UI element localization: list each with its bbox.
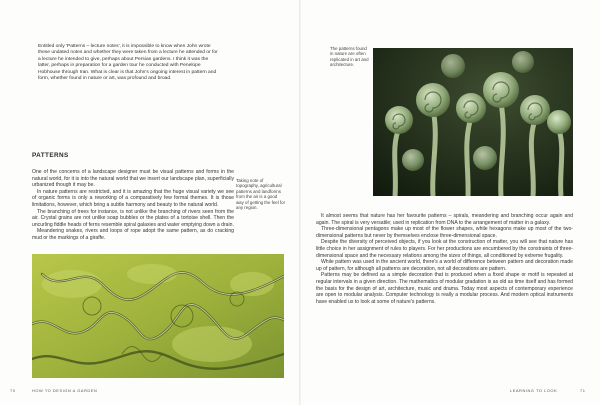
paragraph: The branching of trees for instance, is not unlike the branching of rivers seen from the air. Crystal grains are not unlike soap bubbles or the plates of a tortoise shell. Then the uncurling fiddle heads of ferns resemble spiral galaxies and water emptying down a drain. <box>32 208 234 228</box>
intro-text: Entitled only 'Patterns – lecture notes', it is impossible to know when John wrote these undated notes and whether they were taken from a lecture he attended or for a lecture he intended to give, perhaps about Persian gardens. I think it was the latter, perhaps in preparation for a garden tour he conducted with Penelope Hobhouse through Iran. What is clear is that John's ongoing interest in pattern and form, whether found in nature or art, was profound and broad. <box>38 44 218 82</box>
paragraph: While pattern was used in the ancient world, there's a world of difference between pattern and decoration made up of pattern, for although all patterns are decoration, not all decorations are pattern. <box>316 259 573 272</box>
left-folio: 70 <box>10 388 16 393</box>
right-body-text <box>316 213 573 305</box>
section-heading: PATTERNS <box>32 152 69 159</box>
paragraph: Patterns may be defined as a simple decoration that is produced when a fixed shape or motif is repeated at regular intervals in a given direction. The mathematics of modular gradation is as old as time itself and has formed the basis for the design of art, architecture, music and drama. Today most aspects of contemporary experience are open to modular analysis. Computer technology is really a modular process. And modern optical instruments have enabled us to look at some of nature's patterns. <box>316 272 573 305</box>
left-running-head: HOW TO DESIGN A GARDEN <box>32 388 98 393</box>
paragraph: Despite the diversity of perceived objects, if you look at the construction of matter, you will see that nature has little choice in her assignment of rules to players. For her productions are encumbered by the constraints of three-dimensional space and the necessary relations among the sizes of things, all conditioned by extreme frugality. <box>316 239 573 259</box>
paragraph: In nature patterns are restricted, and it is amazing that the huge visual variety we see of organic forms is only a reworking of a comparatively few formal themes. It is those limitations, however, which bring a subtle harmony and beauty to the natural world. <box>32 188 234 208</box>
left-body-text <box>32 169 234 242</box>
page-gutter <box>299 0 301 405</box>
paragraph: Meandering snakes, rivers and loops of rope adopt the same pattern, as do cracking mud or the markings of a giraffe. <box>32 228 234 241</box>
fern-fiddlehead-image <box>373 48 573 196</box>
fern-caption: The patterns found in nature are often replicated in art and architecture. <box>330 46 369 68</box>
fern-photo <box>373 48 573 196</box>
paragraph: One of the concerns of a landscape designer must be visual patterns and forms in the natural world, for it is into the natural world that we insert our landscape plan, superficially urbanized though it may be. <box>32 169 234 189</box>
aerial-river-image <box>32 254 284 378</box>
paragraph: Three-dimensional pentagons make up most of the flower shapes, while hexagons make up most of the two-dimensional patterns but never by themselves enclose three-dimensional space. <box>316 226 573 239</box>
aerial-river-photo <box>32 254 284 378</box>
paragraph: It almost seems that nature has her favourite patterns – spirals, meandering and branching occur again and again. The spiral is very versatile; used in replication from DNA to the arrangement of matter in a galaxy. <box>316 213 573 226</box>
right-folio: 71 <box>580 388 586 393</box>
aerial-caption: Taking note of topography, agricultural patterns and landforms from the air is a good way of getting the feel for any region. <box>236 178 286 211</box>
right-running-head: LEARNING TO LOOK <box>510 388 558 393</box>
